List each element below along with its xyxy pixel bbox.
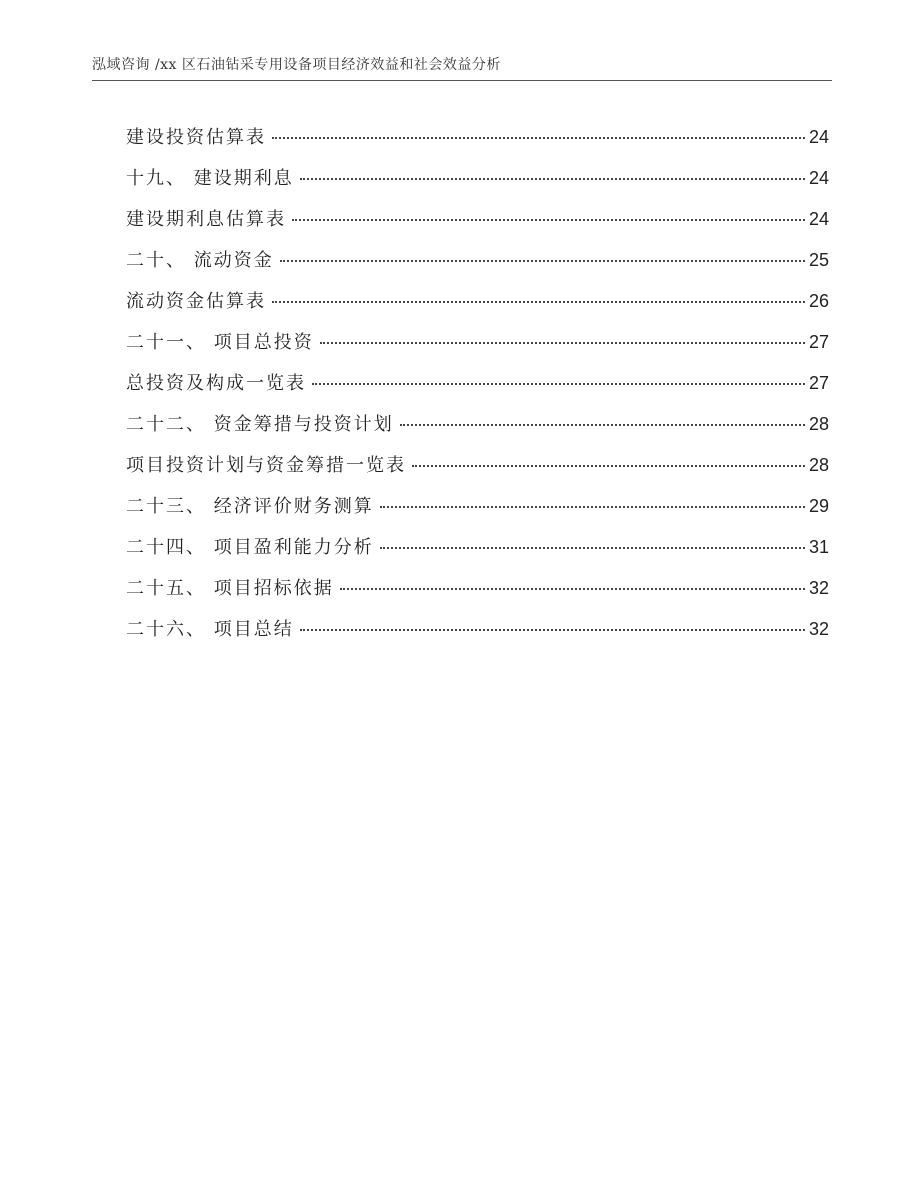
toc-entry-title: 二十、 流动资金 — [126, 250, 274, 271]
toc-entry-title: 十九、 建设期利息 — [126, 168, 294, 189]
toc-entry-page: 32 — [808, 578, 829, 598]
toc-entry-page: 29 — [808, 496, 829, 516]
toc-entry-title: 二十三、 经济评价财务测算 — [126, 496, 374, 517]
toc-entry[interactable] — [126, 245, 829, 286]
toc-entry-title: 二十一、 项目总投资 — [126, 332, 314, 353]
toc-entry-title: 二十二、 资金筹措与投资计划 — [126, 414, 394, 435]
toc-dot-leader — [300, 178, 805, 180]
toc-entry-title: 流动资金估算表 — [126, 291, 266, 312]
toc-dot-leader — [380, 506, 805, 508]
toc-dot-leader — [340, 588, 805, 590]
toc-entry[interactable] — [126, 450, 829, 491]
toc-entry-page: 24 — [808, 127, 829, 147]
toc-entry-page: 27 — [808, 373, 829, 393]
toc-entry-page: 25 — [808, 250, 829, 270]
toc-entry[interactable] — [126, 327, 829, 368]
page-header: 泓域咨询 /xx 区石油钻采专用设备项目经济效益和社会效益分析 — [92, 54, 832, 81]
toc-entry[interactable] — [126, 532, 829, 573]
toc-entry-page: 28 — [808, 414, 829, 434]
toc-entry[interactable] — [126, 573, 829, 614]
toc-entry[interactable] — [126, 368, 829, 409]
toc-entry-title: 二十六、 项目总结 — [126, 619, 294, 640]
toc-entry[interactable] — [126, 614, 829, 655]
toc-entry-page: 32 — [808, 619, 829, 639]
toc-entry-page: 28 — [808, 455, 829, 475]
toc-entry[interactable] — [126, 122, 829, 163]
toc-entry[interactable] — [126, 409, 829, 450]
toc-entry-page: 31 — [808, 537, 829, 557]
toc-dot-leader — [280, 260, 805, 262]
toc-entry-page: 26 — [808, 291, 829, 311]
toc-dot-leader — [412, 465, 805, 467]
toc-entry-page: 24 — [808, 168, 829, 188]
toc-dot-leader — [380, 547, 805, 549]
toc-entry-title: 二十四、 项目盈利能力分析 — [126, 537, 374, 558]
toc-dot-leader — [320, 342, 805, 344]
toc-dot-leader — [312, 383, 805, 385]
toc-entry[interactable] — [126, 286, 829, 327]
toc-entry-title: 总投资及构成一览表 — [126, 373, 306, 394]
toc-entry-title: 二十五、 项目招标依据 — [126, 578, 334, 599]
toc-entry[interactable] — [126, 204, 829, 245]
toc-dot-leader — [400, 424, 805, 426]
toc-entry-title: 建设期利息估算表 — [126, 209, 286, 230]
toc-entry-title: 建设投资估算表 — [126, 127, 266, 148]
toc-entry-page: 24 — [808, 209, 829, 229]
toc-entry[interactable] — [126, 491, 829, 532]
toc-dot-leader — [300, 629, 805, 631]
toc-dot-leader — [272, 137, 805, 139]
toc-entry[interactable] — [126, 163, 829, 204]
toc-entry-title: 项目投资计划与资金筹措一览表 — [126, 455, 406, 476]
toc-entry-page: 27 — [808, 332, 829, 352]
toc-dot-leader — [272, 301, 805, 303]
toc-dot-leader — [292, 219, 805, 221]
table-of-contents — [126, 122, 829, 655]
